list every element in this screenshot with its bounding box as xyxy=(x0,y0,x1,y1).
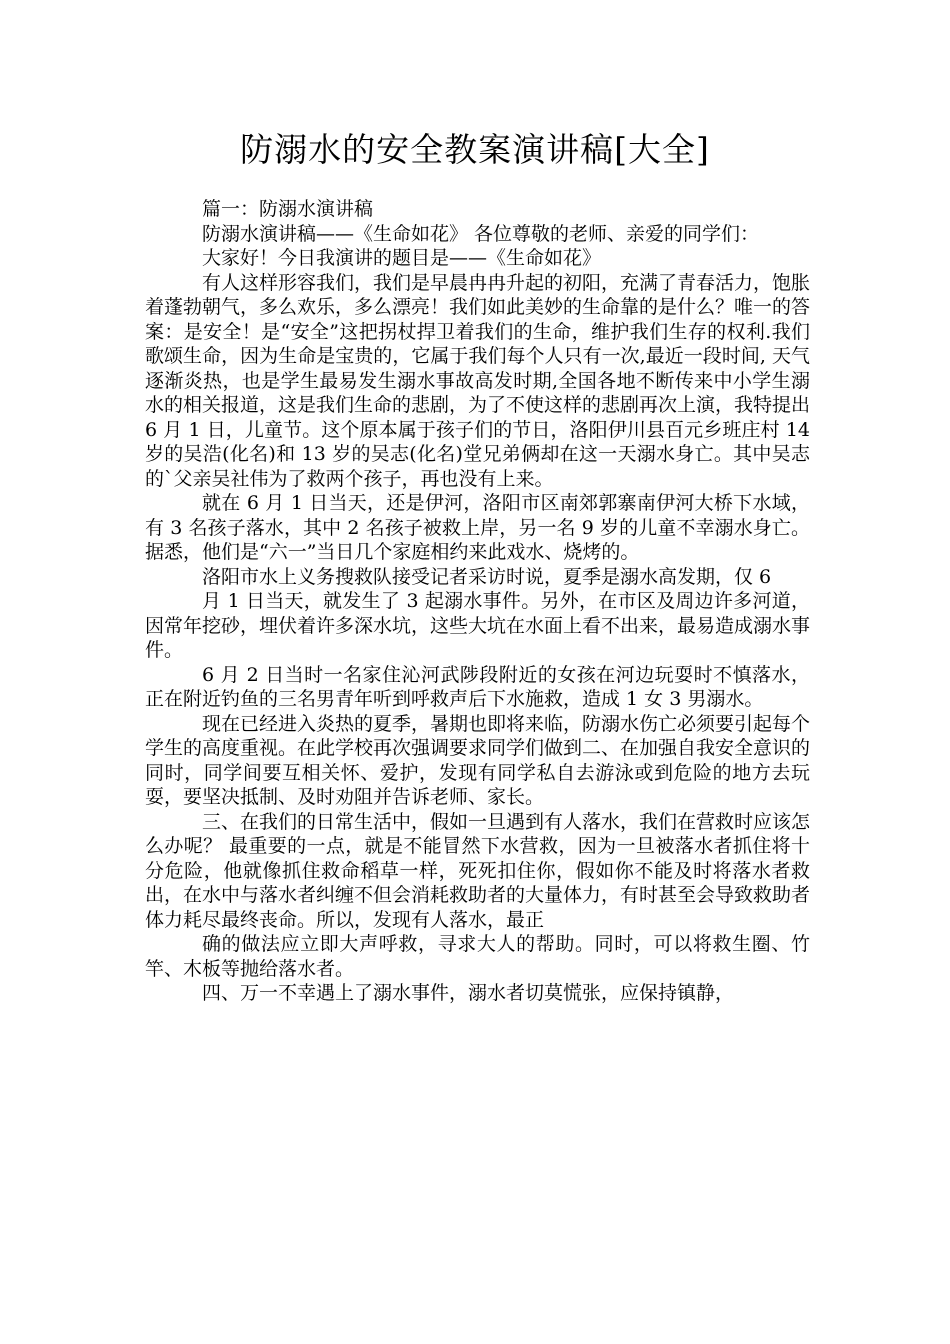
paragraph-11: 确的做法应立即大声呼救，寻求大人的帮助。同时，可以将救生圈、竹竿、木板等抛给落水者。 xyxy=(145,933,810,980)
paragraph-8: 6 月 2 日当时一名家住沁河武陟段附近的女孩在河边玩耍时不慎落水，正在附近钓鱼的三名男青年听到呼救声后下水施救，造成 1 女 3 男溺水。 xyxy=(145,663,810,710)
paragraph-1: 篇一：防溺水演讲稿 xyxy=(202,198,374,220)
paragraph-6: 洛阳市水上义务搜救队接受记者采访时说，夏季是溺水高发期，仅 6 xyxy=(202,565,772,588)
paragraph-3: 大家好！今日我演讲的题目是——《生命如花》 xyxy=(202,247,602,269)
paragraph-2: 防溺水演讲稿——《生命如花》 各位尊敬的老师、亲爱的同学们： xyxy=(202,222,760,245)
document-title: 防溺水的安全教案演讲稿[大全] xyxy=(240,130,710,169)
paragraph-7: 月 1 日当天，就发生了 3 起溺水事件。另外，在市区及周边许多河道，因常年挖砂，埋伏着许多深水坑，这些大坑在水面上看不出来，最易造成溺水事件。 xyxy=(145,590,811,661)
paragraph-10: 三、在我们的日常生活中，假如一旦遇到有人落水，我们在营救时应该怎么办呢？ 最重要的一点，就是不能冒然下水营救，因为一旦被落水者抓住将十分危险，他就像抓住救命稻草一样，死死扣住你，假如你不能及时将落水者救出，在水中与落水者纠缠不但会消耗救助者的大量体力，有时甚至会导致救助者体力耗尽最终丧命。所以，发现有人落水，最正 xyxy=(145,810,811,931)
paragraph-9: 现在已经进入炎热的夏季，暑期也即将来临，防溺水伤亡必须要引起每个学生的高度重视。在此学校再次强调要求同学们做到二、在加强自我安全意识的同时，同学间要互相关怀、爱护，发现有同学私自去游泳或到危险的地方去玩耍，要坚决抵制、及时劝阻并告诉老师、家长。 xyxy=(145,712,811,808)
paragraph-5: 就在 6 月 1 日当天，还是伊河，洛阳市区南郊郭寨南伊河大桥下水域，有 3 名孩子落水，其中 2 名孩子被救上岸，另一名 9 岁的儿童不幸溺水身亡。据悉，他们是“六一”当日几个家庭相约来此戏水、烧烤的。 xyxy=(145,492,810,563)
paragraph-4: 有人这样形容我们，我们是早晨冉冉升起的初阳，充满了青春活力，饱胀着蓬勃朝气，多么欢乐，多么漂亮！我们如此美妙的生命靠的是什么？唯一的答案：是安全！是“安全”这把拐杖捍卫着我们的生命，维护我们生存的权利.我们歌颂生命，因为生命是宝贵的，它属于我们每个人只有一次,最近一段时间, 天气逐渐炎热，也是学生最易发生溺水事故高发时期,全国各地不断传来中小学生溺水的相关报道，这是我们生命的悲剧，为了不使这样的悲剧再次上演，我特提出 6 月 1 日，儿童节。这个原本属于孩子们的节日，洛阳伊川县百元乡班庄村 14 岁的吴浩(化名)和 13 岁的吴志(化名)堂兄弟俩却在这一天溺水身亡。其中吴志的`父亲吴社伟为了救两个孩子，再也没有上来。 xyxy=(145,271,811,490)
document-body xyxy=(145,197,810,1006)
paragraph-12: 四、万一不幸遇上了溺水事件，溺水者切莫慌张，应保持镇静， xyxy=(202,982,735,1004)
